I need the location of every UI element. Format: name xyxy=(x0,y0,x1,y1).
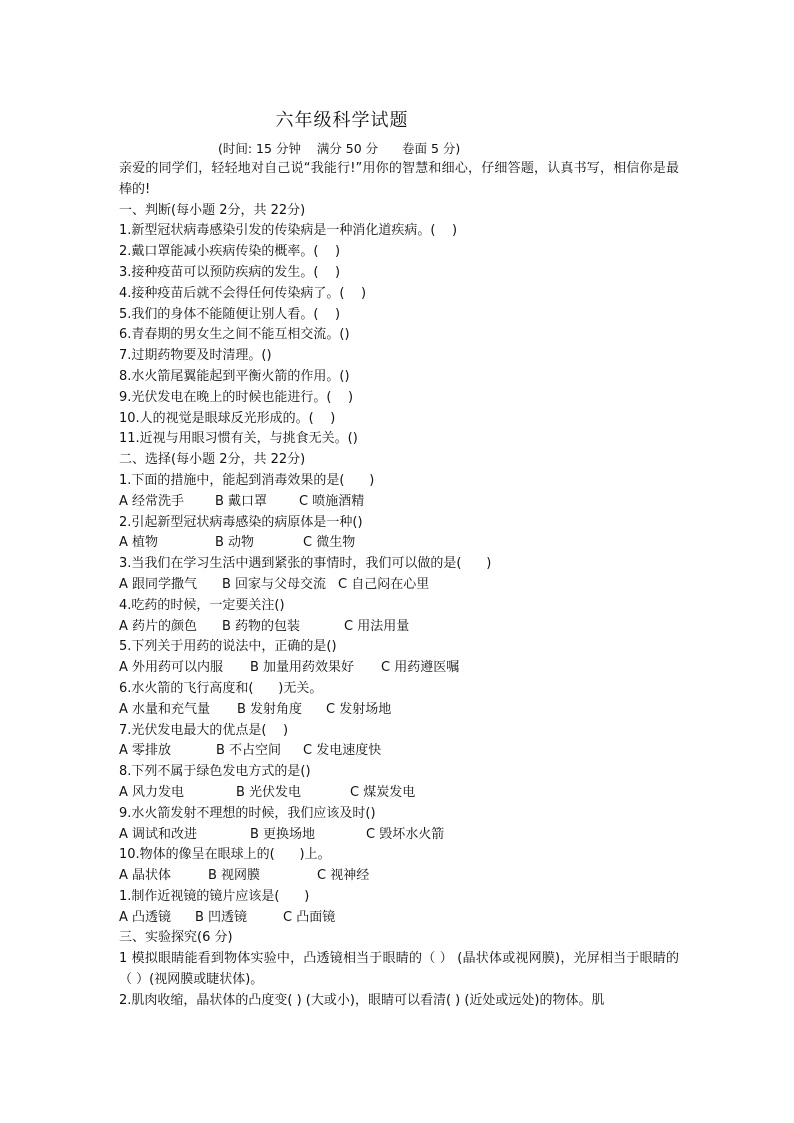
option-b: B 光伏发电 xyxy=(236,784,302,800)
option-c: C 煤炭发电 xyxy=(350,784,416,800)
page-title: 六年级科学试题 xyxy=(275,110,409,131)
option-c: C 微生物 xyxy=(303,535,356,551)
option-b: B 视网膜 xyxy=(208,868,261,884)
option-b: B 戴口罩 xyxy=(215,493,268,509)
choice-question: 2.引起新型冠状病毒感染的病原体是一种() xyxy=(119,514,363,530)
experiment-question: 2.肌肉收缩，晶状体的凸度变( ) (大或小)，眼睛可以看清( ) (近处或远处)的物体。肌 xyxy=(119,992,605,1008)
judgement-item: 10.人的视觉是眼球反光形成的。( ) xyxy=(119,410,336,426)
choice-options xyxy=(119,575,679,596)
judgement-item: 8.水火箭尾翼能起到平衡火箭的作用。() xyxy=(119,368,350,384)
section-heading-choice: 二、选择(每小题 2分，共 22分) xyxy=(119,452,306,468)
choice-options xyxy=(119,492,679,513)
choice-options xyxy=(119,533,679,554)
exam-info: (时间: 15 分钟 满分 50 分 卷面 5 分) xyxy=(218,141,461,156)
choice-question: 6.水火箭的飞行高度和( )无关。 xyxy=(119,680,323,696)
choice-options xyxy=(119,617,679,638)
option-a: A 经常洗手 xyxy=(119,493,185,509)
option-b: B 不占空间 xyxy=(216,743,282,759)
option-a: A 晶状体 xyxy=(119,868,172,884)
option-a: A 风力发电 xyxy=(119,784,185,800)
judgement-item: 1.新型冠状病毒感染引发的传染病是一种消化道疾病。( ) xyxy=(119,223,458,239)
choice-options xyxy=(119,866,679,887)
choice-question: 8.下列不属于绿色发电方式的是() xyxy=(119,764,311,780)
choice-question: 10.物体的像呈在眼球上的( )上。 xyxy=(119,847,331,863)
option-b: B 加量用药效果好 xyxy=(250,660,355,676)
option-a: A 植物 xyxy=(119,535,159,551)
choice-question: 3.当我们在学习生活中遇到紧张的事情时，我们可以做的是( ) xyxy=(119,556,492,572)
section-heading-experiment: 三、实验探究(6 分) xyxy=(119,930,233,946)
option-b: B 凹透镜 xyxy=(195,909,248,925)
option-c: C 发射场地 xyxy=(326,701,392,717)
option-b: B 发射角度 xyxy=(237,701,303,717)
section-heading-judgement: 一、判断(每小题 2分，共 22分) xyxy=(119,202,306,218)
choice-question: 1.下面的措施中，能起到消毒效果的是( ) xyxy=(119,472,375,488)
exam-body xyxy=(119,159,679,1012)
choice-question: 1.制作近视镜的镜片应该是( ) xyxy=(119,888,310,904)
option-c: C 凸面镜 xyxy=(283,909,336,925)
experiment-question: 1 模拟眼睛能看到物体实验中，凸透镜相当于眼睛的（ ） (晶状体或视网膜)，光屏相当于眼睛的（ ）(视网膜或睫状体)。 xyxy=(119,951,679,988)
choice-question: 9.水火箭发射不理想的时候，我们应该及时() xyxy=(119,805,376,821)
option-a: A 调试和改进 xyxy=(119,826,198,842)
judgement-item: 9.光伏发电在晚上的时候也能进行。( ) xyxy=(119,389,354,405)
option-c: C 自己闷在心里 xyxy=(338,576,430,592)
choice-question: 5.下列关于用药的说法中，正确的是() xyxy=(119,639,337,655)
option-b: B 回家与父母交流 xyxy=(222,576,327,592)
option-c: C 视神经 xyxy=(317,868,370,884)
intro-text: 亲爱的同学们，轻轻地对自己说“我能行!”用你的智慧和细心，仔细答题，认真书写，相信你是最棒的! xyxy=(119,161,679,197)
choice-options xyxy=(119,658,679,679)
choice-options xyxy=(119,700,679,721)
option-c: C 发电速度快 xyxy=(303,743,382,759)
judgement-item: 7.过期药物要及时清理。() xyxy=(119,348,272,364)
option-a: A 水量和充气量 xyxy=(119,701,211,717)
option-c: C 喷施酒精 xyxy=(299,493,365,509)
option-a: A 跟同学撒气 xyxy=(119,576,198,592)
choice-options xyxy=(119,908,679,929)
option-c: C 毁坏水火箭 xyxy=(366,826,445,842)
option-b: B 动物 xyxy=(215,535,255,551)
choice-options xyxy=(119,825,679,846)
judgement-item: 2.戴口罩能减小疾病传染的概率。( ) xyxy=(119,244,341,260)
option-a: A 外用药可以内服 xyxy=(119,660,224,676)
option-c: C 用法用量 xyxy=(344,618,410,634)
option-a: A 零排放 xyxy=(119,743,172,759)
option-b: B 更换场地 xyxy=(250,826,316,842)
option-c: C 用药遵医嘱 xyxy=(381,660,460,676)
choice-options xyxy=(119,783,679,804)
option-a: A 药片的颜色 xyxy=(119,618,198,634)
judgement-item: 6.青春期的男女生之间不能互相交流。() xyxy=(119,327,350,343)
option-b: B 药物的包装 xyxy=(222,618,301,634)
judgement-item: 11.近视与用眼习惯有关，与挑食无关。() xyxy=(119,431,358,447)
option-a: A 凸透镜 xyxy=(119,909,172,925)
choice-question: 7.光伏发电最大的优点是( ) xyxy=(119,722,289,738)
choice-options xyxy=(119,741,679,762)
judgement-item: 5.我们的身体不能随便让别人看。( ) xyxy=(119,306,341,322)
choice-question: 4.吃药的时候，一定要关注() xyxy=(119,597,285,613)
judgement-item: 4.接种疫苗后就不会得任何传染病了。( ) xyxy=(119,285,367,301)
judgement-item: 3.接种疫苗可以预防疾病的发生。( ) xyxy=(119,264,341,280)
